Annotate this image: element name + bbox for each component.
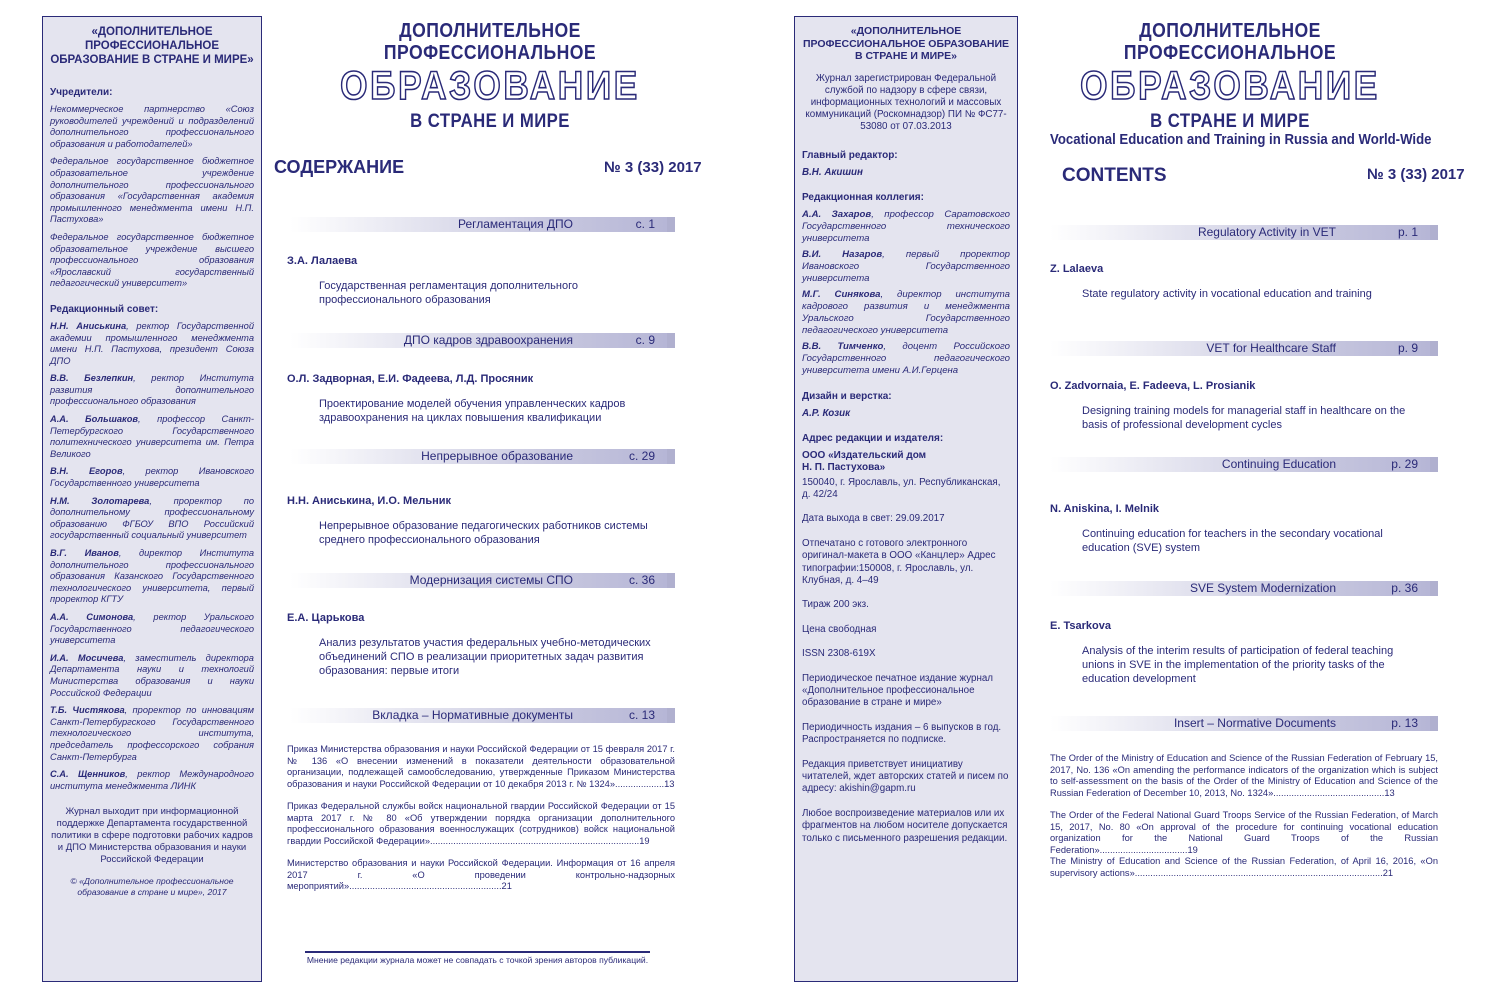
masthead-en [1072,20,1389,136]
price: Цена свободная [802,623,877,635]
founders-heading: Учредители: [50,87,113,98]
article-title: State regulatory activity in vocational education and training [1082,288,1372,300]
article-authors: N. Aniskina, I. Melnik [1050,503,1160,515]
article-title: Непрерывное образование педагогических работников системы среднего профессионального образования [319,520,648,546]
sidebar-title: «ДОПОЛНИТЕЛЬНОЕ ПРОФЕССИОНАЛЬНОЕ ОБРАЗОВАНИЕ В СТРАНЕ И МИРЕ» [802,25,1010,62]
board-member: А.А. Захаров, профессор Саратовского Государственного технического университета [802,208,1010,244]
council-member: В.Н. Егоров, ректор Ивановского Государственного университета [50,466,254,489]
sidebar-title: «ДОПОЛНИТЕЛЬНОЕ ПРОФЕССИОНАЛЬНОЕ ОБРАЗОВАНИЕ В СТРАНЕ И МИРЕ» [50,26,254,66]
section-bar [290,573,675,588]
masthead-line3: В СТРАНЕ И МИРЕ [1150,111,1310,132]
document-entry: The Order of the Federal National Guard Troops Service of the Russian Federation, of March 15, 2017, No. 80 «On approval of the procedure for continuing vocational education organization for the National Guard Troops of the Russian Federation»..................................19 [1050,810,1438,855]
circulation: Тираж 200 экз. [802,599,869,611]
release-date: Дата выхода в свет: 29.09.2017 [802,513,945,525]
document-entry: The Ministry of Education and Science of the Russian Federation, of April 16, 2016, «On supervisory actions»................................................................................................21 [1050,856,1438,878]
support-note: Журнал выходит при информационной поддержке Департамента государственной политики в сфере подготовки рабочих кадров и ДПО Министерства образования и науки Российской Федерации [51,806,253,866]
section-bar [1050,581,1438,596]
masthead-subtitle: Vocational Education and Training in Russia and World-Wide [1050,131,1432,148]
section-page: с. 29 [628,449,655,463]
article-title: Analysis of the interim results of participation of federal teaching unions in SVE in the implementation of the priority tasks of the education development [1082,645,1394,685]
board-member: В.В. Тимченко, доцент Российского Государственного педагогического университета имени А.И.Герцена [802,340,1010,376]
section-page: p. 13 [1391,716,1418,730]
council-member: Т.Б. Чистякова, проректор по инновациям Санкт-Петербургского Государственного технологического института, председатель профессорского собрания Санкт-Петербурга [50,705,254,762]
masthead-line2: ОБРАЗОВАНИЕ [1080,64,1380,108]
publisher-line: Н. П. Пастухова» [802,462,886,474]
document-entry: Приказ Федеральной службы войск национальной гвардии Российской Федерации от 15 марта 2017 г. № 80 «Об утверждении порядка организации дополнительного профессионального образования военнослужащих (сотрудников) войск национальной гвардии Российской Федерации».................................................................................19 [287,801,675,846]
periodical-info: Периодическое печатное издание журнал «Дополнительное профессиональное образование в стране и мире» [802,672,994,709]
section-bar [290,333,675,348]
issue-number-ru: № 3 (33) 2017 [604,159,702,176]
document-entry: Министерство образования и науки Российской Федерации. Информация от 16 апреля 2017 г. «О проведении контрольно-надзорных мероприятий»...........................................................21 [287,858,675,892]
section-name: Insert – Normative Documents [1173,716,1336,730]
founder-item: Федеральное государственное бюджетное образовательное учреждение дополнительного профессионального образования «Государственная академия промышленного менеджмента имени Н.П. Пастухова» [50,156,254,225]
section-bar [1050,341,1438,356]
section-page: с. 13 [628,708,655,722]
document-entry: The Order of the Ministry of Education and Science of the Russian Federation of February 15, 2017, No. 136 «On amending the performance indicators of the organization which is subject to self-assessment on the basis of the Order of the Ministry of Education and Science of the Russian Federation of December 10, 2013, No. 1324»...........................................13 [1050,753,1438,798]
section-name: Вкладка – Нормативные документы [372,708,573,722]
council-member: Н.М. Золотарева, проректор по дополнительному профессиональному образованию ФГБОУ ВПО Российский государственный социальный университет [50,495,254,541]
section-page: с. 36 [628,573,655,587]
council-member: С.А. Щенников, ректор Международного института менеджмента ЛИНК [50,769,254,791]
article-authors: O. Zadvornaia, E. Fadeeva, L. Prosianik [1050,380,1256,392]
article-title: Проектирование моделей обучения управленческих кадров здравоохранения на циклах повышения квалификации [319,398,626,424]
contents-title-en: CONTENTS [1062,165,1167,186]
publisher-line: ООО «Издательский дом [802,449,927,461]
section-page: с. 9 [635,333,655,347]
section-bar [290,217,675,232]
editorial-footnote: Мнение редакции журнала может не совпадать с точкой зрения авторов публикаций. [306,955,649,965]
council-member: И.А. Мосичева, заместитель директора Департамента науки и технологий Министерства образования и науки Российской Федерации [50,652,254,698]
address-heading: Адрес редакции и издателя: [802,432,944,444]
section-page: p. 29 [1391,457,1418,471]
issn: ISSN 2308-619X [802,648,876,660]
editorial-address: 150040, г. Ярославль, ул. Республиканская, д. 42/24 [802,476,1001,500]
section-page: p. 9 [1397,341,1418,355]
section-name: Регламентация ДПО [457,217,573,231]
printing-info: Отпечатано с готового электронного оригинал-макета в ООО «Канцлер» Адрес типографии:150008, г. Ярославль, ул. Клубная, д. 4–49 [802,537,996,586]
section-name: VET for Healthcare Staff [1206,341,1336,355]
section-bar [1050,457,1438,472]
frequency-info: Периодичность издания – 6 выпусков в год. Распространяется по подписке. [802,721,1002,746]
masthead-line3: В СТРАНЕ И МИРЕ [410,111,570,132]
article-authors: Н.Н. Аниськина, И.О. Мельник [287,495,452,507]
section-page: p. 36 [1391,581,1418,595]
article-title: Государственная регламентация дополнительного профессионального образования [319,280,578,306]
left-sidebar [42,16,262,982]
council-member: А.А. Симонова, ректор Уральского Государственного педагогического университета [50,611,254,646]
founder-item: Некоммерческое партнерство «Союз руководителей учреждений и подразделений дополнительного профессионального образования и работодателей» [50,104,254,149]
council-member: В.Г. Иванов, директор Института дополнительного профессионального образования Казанского Государственного технологического университета, первый проректор КГТУ [50,548,254,605]
board-heading: Редакционная коллегия: [802,191,924,203]
copyright-note: Любое воспроизведение материалов или их фрагментов на любом носителе допускается только с письменного разрешения редакции. [802,807,1008,844]
chief-editor: В.Н. Акишин [802,166,863,178]
section-bar [290,708,675,723]
masthead-line1: ДОПОЛНИТЕЛЬНОЕ ПРОФЕССИОНАЛЬНОЕ [383,20,597,64]
council-member: А.А. Большаков, профессор Санкт-Петербургского Государственного политехнического университета им. Петра Великого [50,414,254,459]
right-sidebar [794,16,1018,982]
board-member: М.Г. Синякова, директор института кадрового развития и менеджмента Уральского Государственного педагогического университета [802,288,1010,336]
document-entry: Приказ Министерства образования и науки Российской Федерации от 15 февраля 2017 г. № 136 «О внесении изменений в показатели деятельности образовательной организации, подлежащей самообследованию, утвержденные Приказом Министерства образования и науки Российской Федерации от 10 декабря 2013 г. № 1324»...................13 [287,744,675,789]
contents-title-ru: СОДЕРЖАНИЕ [274,157,405,177]
masthead-line1: ДОПОЛНИТЕЛЬНОЕ ПРОФЕССИОНАЛЬНОЕ [1123,20,1337,64]
design-heading: Дизайн и верстка: [802,390,892,402]
footnote-divider [305,951,650,953]
copyright: © «Дополнительное профессиональное образование в стране и мире», 2017 [70,876,234,898]
article-title: Continuing education for teachers in the secondary vocational education (SVE) system [1082,528,1383,554]
article-authors: З.А. Лалаева [287,255,358,267]
article-authors: Z. Lalaeva [1050,263,1104,275]
chief-editor-heading: Главный редактор: [802,149,898,161]
board-member: В.И. Назаров, первый проректор Ивановского Государственного университета [802,248,1010,284]
designer: А.Р. Козик [802,407,851,419]
section-name: Модернизация системы СПО [409,573,573,587]
issue-number-en: № 3 (33) 2017 [1367,166,1465,183]
registration-info: Журнал зарегистрирован Федеральной службой по надзору в сфере связи, информационных технологий и массовых коммуникаций (Роскомнадзор) ПИ № ФС77-53080 от 07.03.2013 [805,72,1007,133]
section-name: Непрерывное образование [421,449,573,463]
section-name: Continuing Education [1221,457,1336,471]
section-bar [1050,225,1438,240]
article-title: Анализ результатов участия федеральных учебно-методических объединений СПО в реализации приоритетных задач развития образования: первые итоги [319,637,651,677]
article-authors: Е.А. Царькова [287,612,365,624]
founder-item: Федеральное государственное бюджетное образовательное учреждение высшего профессионального образования «Ярославский государственный педагогический университет» [50,231,254,289]
article-authors: E. Tsarkova [1050,620,1111,632]
section-name: ДПО кадров здравоохранения [403,333,573,347]
article-authors: О.Л. Задворная, Е.И. Фадеева, Л.Д. Просяник [287,373,534,385]
council-member: В.В. Безлепкин, ректор Института развития дополнительного профессионального образования [50,373,254,407]
section-name: Regulatory Activity in VET [1197,225,1336,239]
council-heading: Редакционный совет: [50,303,159,315]
masthead-ru [327,20,653,136]
council-member: Н.Н. Аниськина, ректор Государственной академии промышленного менеджмента имени Н.П. Пастухова, президент Союза ДПО [50,320,254,366]
section-bar [290,449,675,464]
section-bar [1050,716,1438,731]
section-name: SVE System Modernization [1189,581,1336,595]
section-page: p. 1 [1397,225,1418,239]
article-title: Designing training models for managerial staff in healthcare on the basis of professional development cycles [1082,405,1406,431]
masthead-line2: ОБРАЗОВАНИЕ [340,64,640,108]
section-page: с. 1 [635,217,655,231]
welcome-note: Редакция приветствует инициативу читателей, ждет авторских статей и писем по адресу: akishin@gapm.ru [802,758,1009,795]
